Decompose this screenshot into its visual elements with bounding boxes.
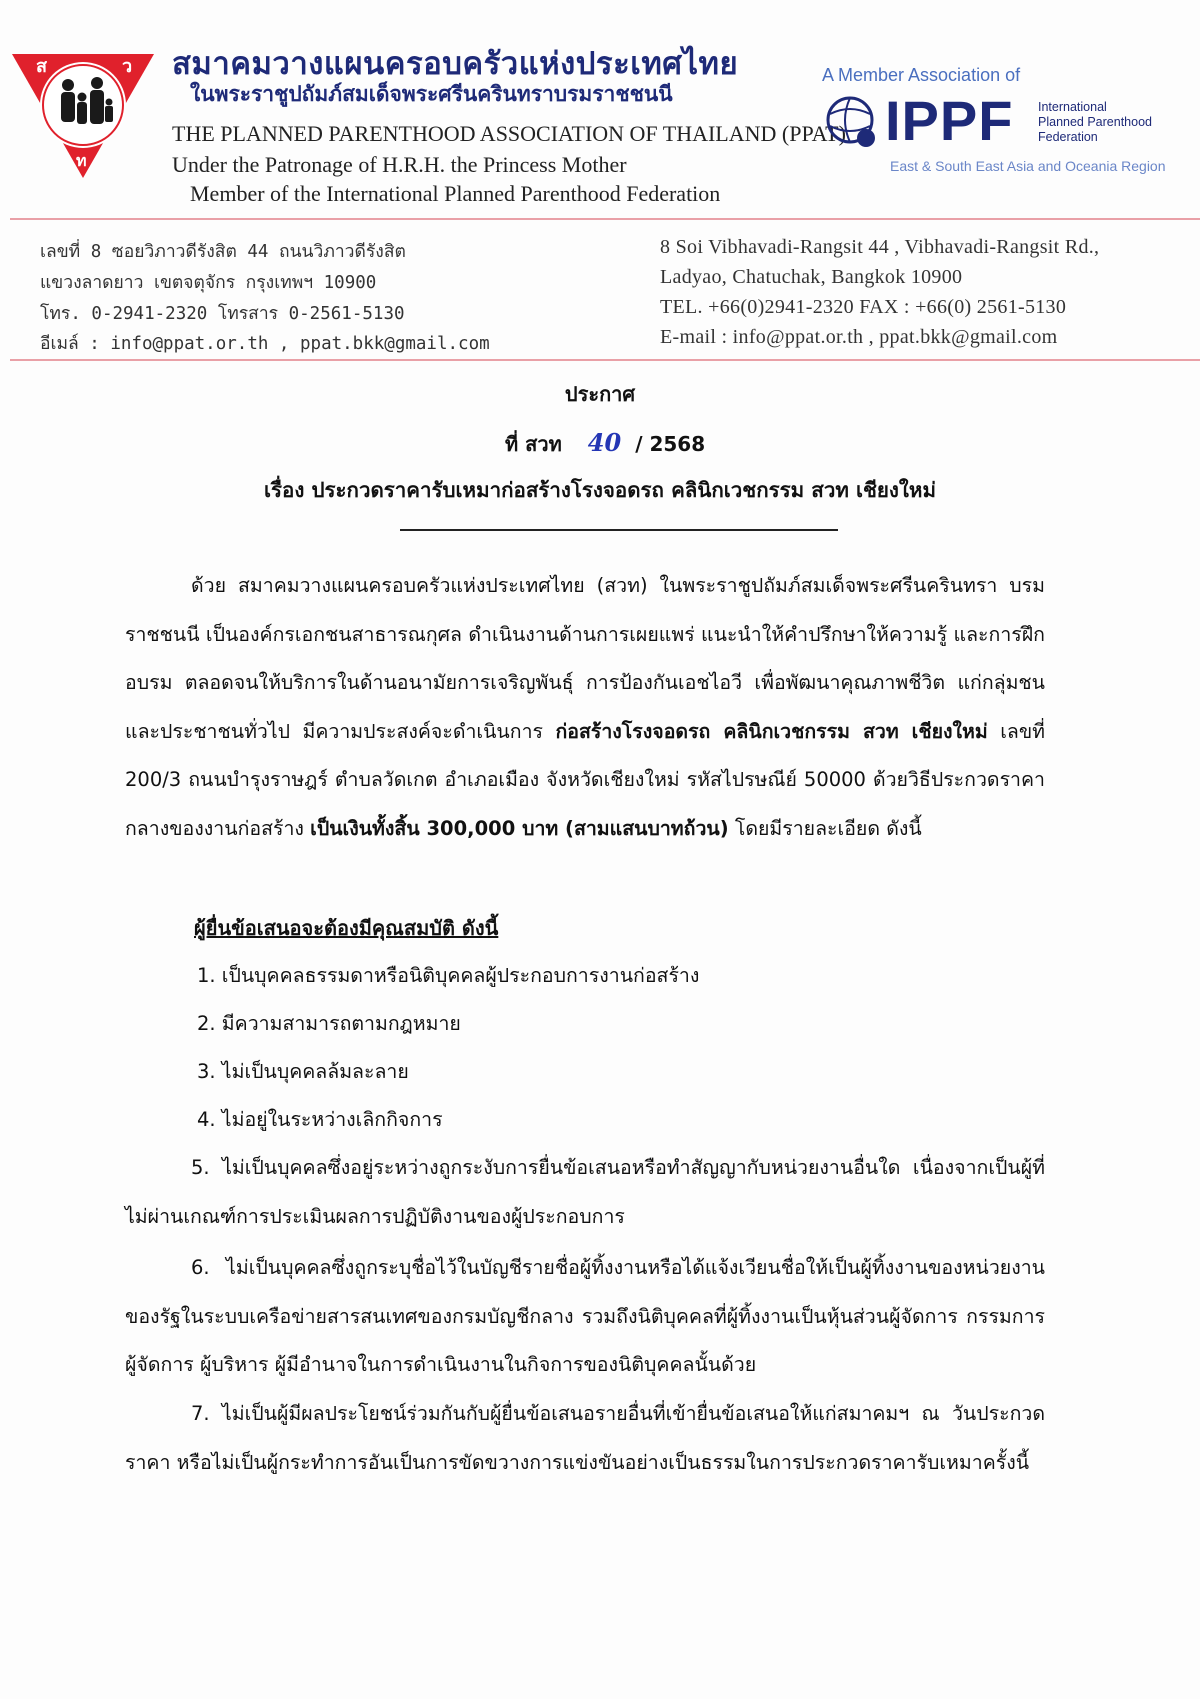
document-number: [505, 428, 705, 460]
qualification-5: [125, 1144, 1045, 1241]
address-english-line-1: 8 Soi Vibhavadi-Rangsit 44 , Vibhavadi-Rangsit Rd.,: [660, 236, 1100, 258]
logo-letter-1: ส: [36, 56, 47, 77]
ippf-fullname: [1038, 100, 1152, 145]
body-paragraph-intro: [125, 562, 1045, 853]
intro-detail-lead: โดยมีรายละเอียด ดังนี้: [734, 816, 922, 840]
qualification-7-text: 7. ไม่เป็นผู้มีผลประโยชน์ร่วมกันกับผู้ยื่นข้อเสนอรายอื่นที่เข้ายื่นข้อเสนอให้แก่สมาคมฯ ณ วันประกวดราคา หรือไม่เป็นผู้กระทำการอันเป็นการขัดขวางการแข่งขันอย่างเป็นธรรมในการประกวดราคารับเหมาครั้งนี้: [125, 1402, 1045, 1474]
member-association-label: A Member Association of: [822, 65, 1021, 85]
logo-letter-2: ว: [122, 56, 133, 77]
address-thai-line-1: เลขที่ 8 ซอยวิภาวดีรังสิต 44 ถนนวิภาวดีรังสิต: [40, 242, 406, 262]
org-name-thai: สมาคมวางแผนครอบครัวแห่งประเทศไทย: [172, 46, 739, 82]
subject-underline: [400, 529, 838, 531]
ippf-fullname-line-3: Federation: [1038, 130, 1098, 144]
announcement-subject: เรื่อง ประกวดราคารับเหมาก่อสร้างโรงจอดรถ คลินิกเวชกรรม สวท เชียงใหม่: [264, 478, 936, 502]
qualifications-heading: ผู้ยื่นข้อเสนอจะต้องมีคุณสมบัติ ดังนี้: [194, 916, 499, 940]
announcement-heading: ประกาศ: [564, 382, 636, 406]
document-number-suffix: / 2568: [635, 432, 706, 456]
document-number-prefix: ที่ สวท: [505, 432, 562, 456]
ippf-globe-icon: [820, 92, 882, 154]
ppat-logo-icon: [10, 50, 156, 180]
header-divider-bottom: [10, 359, 1200, 361]
qualification-1: 1. เป็นบุคคลธรรมดาหรือนิติบุคคลผู้ประกอบการงานก่อสร้าง: [197, 964, 700, 987]
qualification-5-text: 5. ไม่เป็นบุคคลซึ่งอยู่ระหว่างถูกระงับการยื่นข้อเสนอหรือทำสัญญากับหน่วยงานอื่นใด เนื่องจากเป็นผู้ที่ไม่ผ่านเกณฑ์การประเมินผลการปฏิบัติงานของผู้ประกอบการ: [125, 1156, 1045, 1228]
ippf-fullname-line-2: Planned Parenthood: [1038, 115, 1152, 129]
ippf-region: East & South East Asia and Oceania Region: [890, 158, 1166, 174]
header-divider-top: [10, 218, 1200, 220]
org-membership-english: Member of the International Planned Parenthood Federation: [190, 181, 721, 206]
address-english-phone: TEL. +66(0)2941-2320 FAX : +66(0) 2561-5130: [660, 296, 1067, 318]
ippf-wordmark: IPPF: [885, 89, 1014, 152]
ippf-fullname-line-1: International: [1038, 100, 1107, 114]
document-number-handwritten: 40: [587, 428, 622, 457]
intro-project-name: ก่อสร้างโรงจอดรถ คลินิกเวชกรรม สวท เชียงใหม่: [555, 719, 988, 743]
qualification-6: [125, 1244, 1045, 1390]
address-thai-email: อีเมล์ : info@ppat.or.th , ppat.bkk@gmail.com: [40, 334, 490, 354]
intro-text: ด้วย สมาคมวางแผนครอบครัวแห่งประเทศไทย (สวท) ในพระราชูปถัมภ์สมเด็จพระศรีนครินทรา บรมราชชนนี เป็นองค์กรเอกชนสาธารณกุศล ดำเนินงานด้านการเผยแพร่ แนะนำให้คำปรึกษาให้ความรู้ และการฝึกอบรม ตลอดจนให้บริการในด้านอนามัยการเจริญพันธุ์ การป้องกันเอชไอวี เพื่อพัฒนาคุณภาพชีวิต แก่กลุ่มชน และประชาชนทั่วไป มีความประสงค์จะดำเนินการ: [125, 574, 1045, 743]
intro-budget: เป็นเงินทั้งสิ้น 300,000 บาท (สามแสนบาทถ้วน): [310, 816, 729, 840]
ippf-logo: [820, 89, 1180, 152]
address-english-email: E-mail : info@ppat.or.th , ppat.bkk@gmail.com: [660, 326, 1058, 348]
qualification-6-text: 6. ไม่เป็นบุคคลซึ่งถูกระบุชื่อไว้ในบัญชีรายชื่อผู้ทิ้งงานหรือได้แจ้งเวียนชื่อให้เป็นผู้ทิ้งงานของหน่วยงานของรัฐในระบบเครือข่ายสารสนเทศของกรมบัญชีกลาง รวมถึงนิติบุคคลที่ผู้ทิ้งงานเป็นหุ้นส่วนผู้จัดการ กรรมการ ผู้จัดการ ผู้บริหาร ผู้มีอำนาจในการดำเนินงานในกิจการของนิติบุคคลนั้นด้วย: [125, 1256, 1045, 1376]
qualification-4: 4. ไม่อยู่ในระหว่างเลิกกิจการ: [197, 1108, 443, 1131]
qualification-7: [125, 1390, 1045, 1487]
intro-location-text: เลขที่ 200/3 ถนนบำรุงราษฎร์ ตำบลวัดเกต อำเภอเมือง จังหวัดเชียงใหม่ รหัสไปรษณีย์ 50000 ด้วยวิธีประกวดราคากลางของงานก่อสร้าง: [125, 719, 1046, 840]
address-thai-line-2: แขวงลาดยาว เขตจตุจักร กรุงเทพฯ 10900: [40, 273, 377, 293]
org-name-english: THE PLANNED PARENTHOOD ASSOCIATION OF THAILAND (PPAT): [172, 121, 846, 146]
org-patron-thai: ในพระราชูปถัมภ์สมเด็จพระศรีนครินทราบรมราชชนนี: [190, 82, 673, 106]
qualification-2: 2. มีความสามารถตามกฎหมาย: [197, 1012, 461, 1035]
address-english-line-2: Ladyao, Chatuchak, Bangkok 10900: [660, 266, 963, 288]
qualification-3: 3. ไม่เป็นบุคคลล้มละลาย: [197, 1060, 409, 1083]
logo-letter-3: ท: [76, 151, 87, 170]
org-patron-english: Under the Patronage of H.R.H. the Princess Mother: [172, 152, 627, 177]
address-thai-phone: โทร. 0-2941-2320 โทรสาร 0-2561-5130: [40, 304, 405, 324]
